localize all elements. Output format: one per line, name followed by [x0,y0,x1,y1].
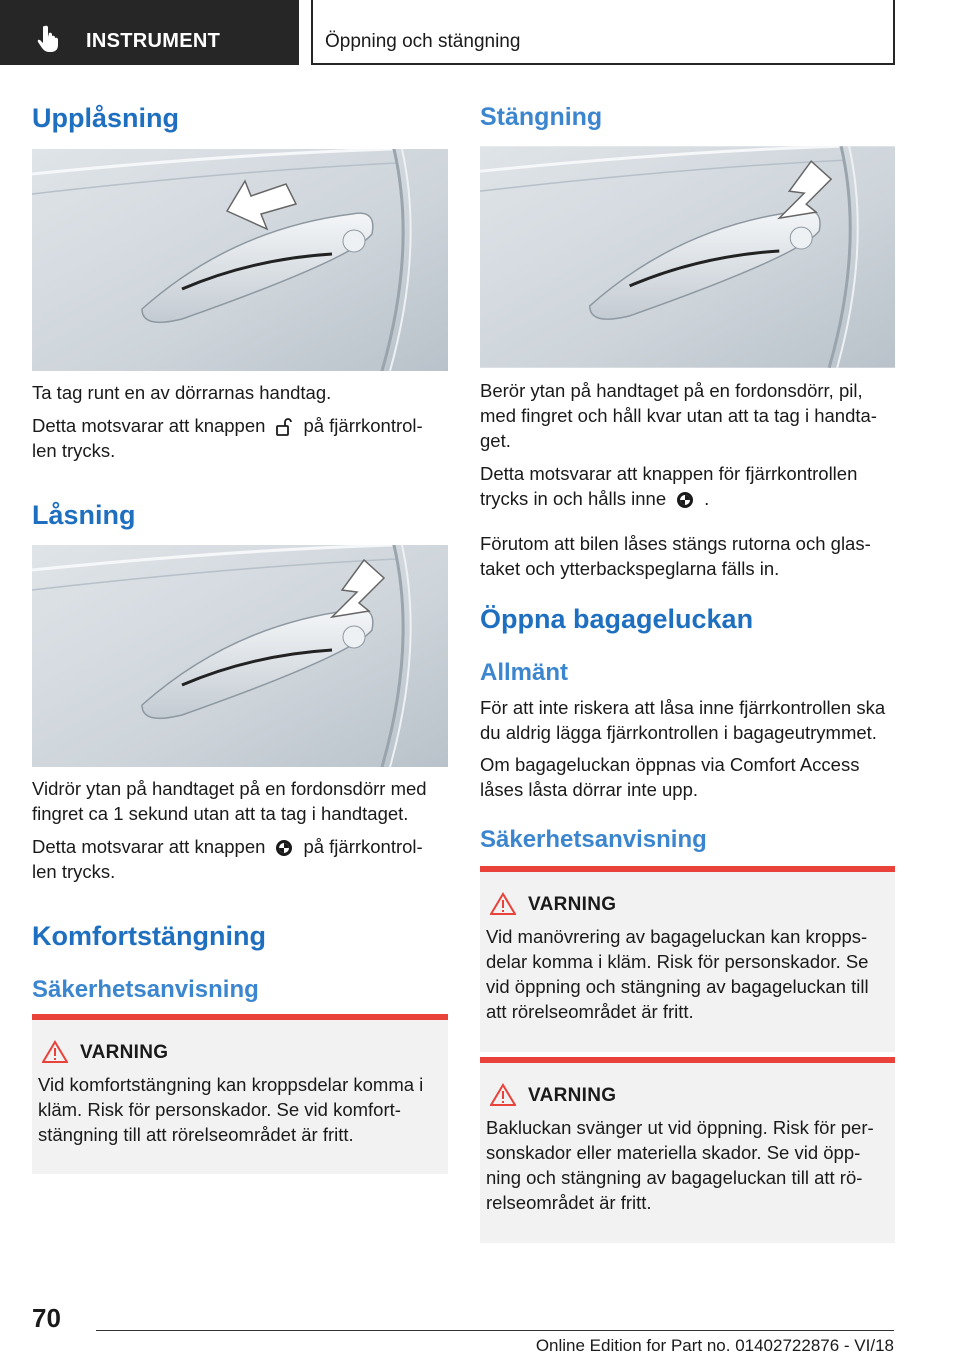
header-chapter-tab [0,0,299,65]
comfort-heading: Komfortstängning [32,921,266,951]
warning-text: Vid manövrering av bagageluckan kan kropps- delar komma i kläm. Risk för personskador. Se vid öppning och stängning av bagageluckan till att rörelseområdet är fritt. [486,926,869,1022]
trunk-general-text: För att inte riskera att låsa inne fjärrkontrollen ska du aldrig lägga fjärrkontrollen i bagageutrymmet. [480,697,886,743]
header-divider [311,0,313,65]
warning-triangle-icon [42,1040,68,1064]
warning-text: Vid komfortstängning kan kroppsdelar komma i kläm. Risk för personskador. Se vid komfort- stängning till att rörelseområdet är fritt. [38,1074,424,1145]
unlock-text-2: Detta motsvarar att knappen på fjärrkontrol- len trycks. [32,415,423,461]
chapter-label: INSTRUMENT [86,30,221,52]
footer-edition: Online Edition for Part no. 01402722876 - VI/18 [535,1336,894,1355]
trunk-comfort-text: Om bagageluckan öppnas via Comfort Access låses låsta dörrar inte upp. [480,754,860,800]
close-text-2: Detta motsvarar att knappen för fjärrkontrollen trycks in och hålls inne . [480,463,858,509]
door-handle-close-image [480,146,895,368]
warning-triangle-icon [490,1083,516,1107]
trunk-safety-subheading: Säkerhetsanvisning [480,826,707,853]
warning-triangle-icon [490,892,516,916]
warning-label: VARNING [80,1042,169,1063]
header-underline [311,63,895,65]
door-handle-lock-image [32,545,448,767]
trunk-general-subheading: Allmänt [480,659,569,686]
warning-label: VARNING [528,894,617,915]
bmw-logo-icon [275,839,293,857]
bmw-logo-icon [676,491,694,509]
unlock-text-1: Ta tag runt en av dörrarnas handtag. [32,382,332,403]
lock-heading: Låsning [32,500,136,530]
lock-text-1: Vidrör ytan på handtaget på en fordonsdörr med fingret ca 1 sekund utan att ta tag i handtaget. [32,778,427,824]
header-right-border [893,0,895,65]
trunk-warning-box-1 [480,866,895,1052]
unlock-heading: Upplåsning [32,103,179,133]
warning-label: VARNING [528,1085,617,1106]
trunk-warning-box-2 [480,1057,895,1243]
door-handle-unlock-image [32,149,448,371]
comfort-safety-subheading: Säkerhetsanvisning [32,976,259,1003]
section-title: Öppning och stängning [325,31,521,52]
warning-text: Bakluckan svänger ut vid öppning. Risk för per- sonskador eller materiella skador. Se vid öpp- ning och stängning av bagageluckan till att rö- relseområdet är fritt. [486,1117,874,1213]
comfort-warning-box [32,1014,448,1174]
close-text-3: Förutom att bilen låses stängs rutorna och glas- taket och ytterbackspeglarna fälls in. [480,533,871,579]
unlock-icon [275,418,293,436]
page-number: 70 [32,1303,61,1333]
trunk-heading: Öppna bagageluckan [480,604,754,634]
pointing-hand-icon [36,23,66,53]
close-heading: Stängning [480,103,603,131]
footer-rule [96,1330,894,1331]
close-text-1: Berör ytan på handtaget på en fordonsdörr, pil, med fingret och håll kvar utan att ta tag i handta- get. [480,380,877,451]
lock-text-2: Detta motsvarar att knappen på fjärrkontrol- len trycks. [32,836,423,882]
